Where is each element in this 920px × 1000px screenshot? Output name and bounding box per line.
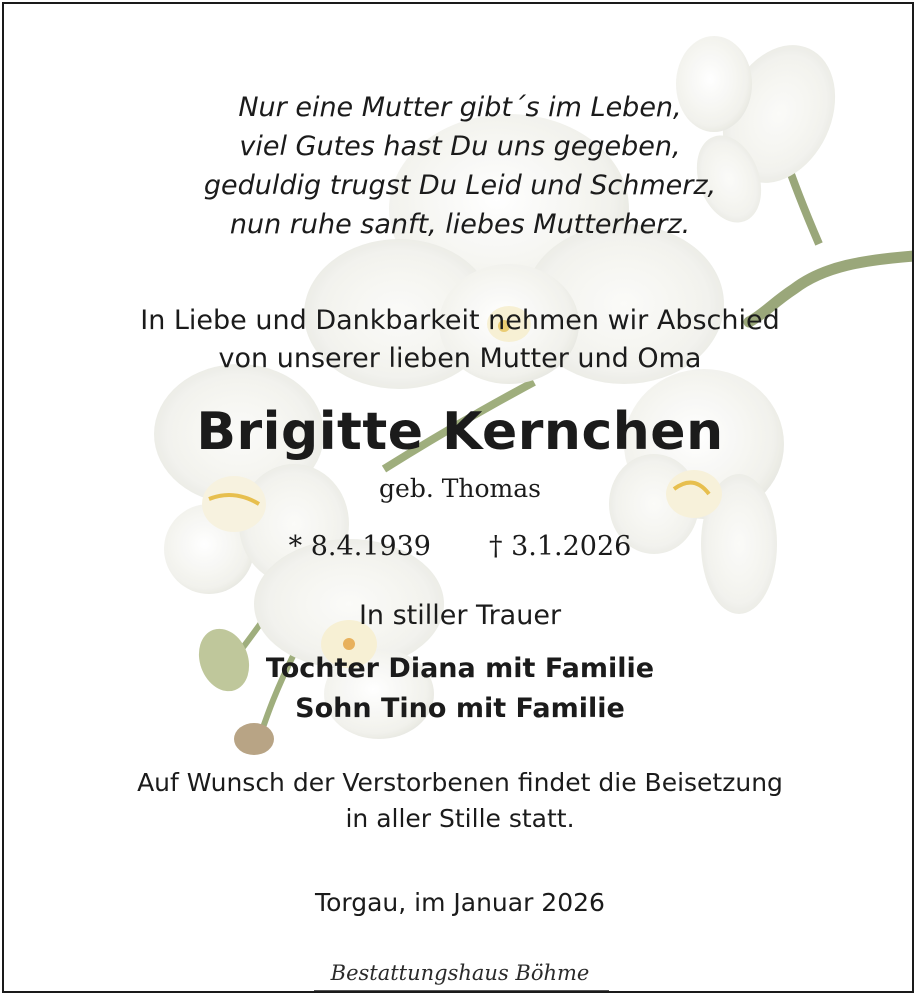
maiden-name: geb. Thomas [379, 474, 541, 503]
poem-line: Nur eine Mutter gibt´s im Leben, [238, 92, 682, 123]
intro-line: In Liebe und Dankbarkeit nehmen wir Abschied [140, 305, 780, 336]
mourner-entry: Tochter Diana mit Familie [265, 653, 655, 684]
birth-date: * 8.4.1939 [288, 531, 431, 562]
place-and-date: Torgau, im Januar 2026 [315, 888, 605, 917]
undertaker-name: Bestattungshaus Böhme [330, 961, 590, 985]
deceased-name: Brigitte Kernchen [196, 402, 724, 462]
mourner-entry: Sohn Tino mit Familie [295, 693, 625, 724]
poem [4, 88, 914, 244]
poem-line: nun ruhe sanft, liebes Mutterherz. [229, 209, 691, 240]
farewell-intro [4, 302, 914, 378]
poem-line: viel Gutes hast Du uns gegeben, [239, 131, 681, 162]
notice-line: Auf Wunsch der Verstorbenen findet die Beisetzung [137, 768, 783, 797]
funeral-notice [4, 765, 914, 837]
poem-line: geduldig trugst Du Leid und Schmerz, [203, 170, 717, 201]
death-date: † 3.1.2026 [489, 531, 632, 562]
mourning-heading: In stiller Trauer [358, 600, 562, 631]
notice-line: in aller Stille statt. [345, 804, 575, 833]
life-dates [4, 531, 914, 562]
intro-line: von unserer lieben Mutter und Oma [218, 343, 702, 374]
obituary-frame [2, 2, 914, 993]
undertaker-underline [314, 990, 609, 991]
mourners-list [4, 649, 914, 729]
